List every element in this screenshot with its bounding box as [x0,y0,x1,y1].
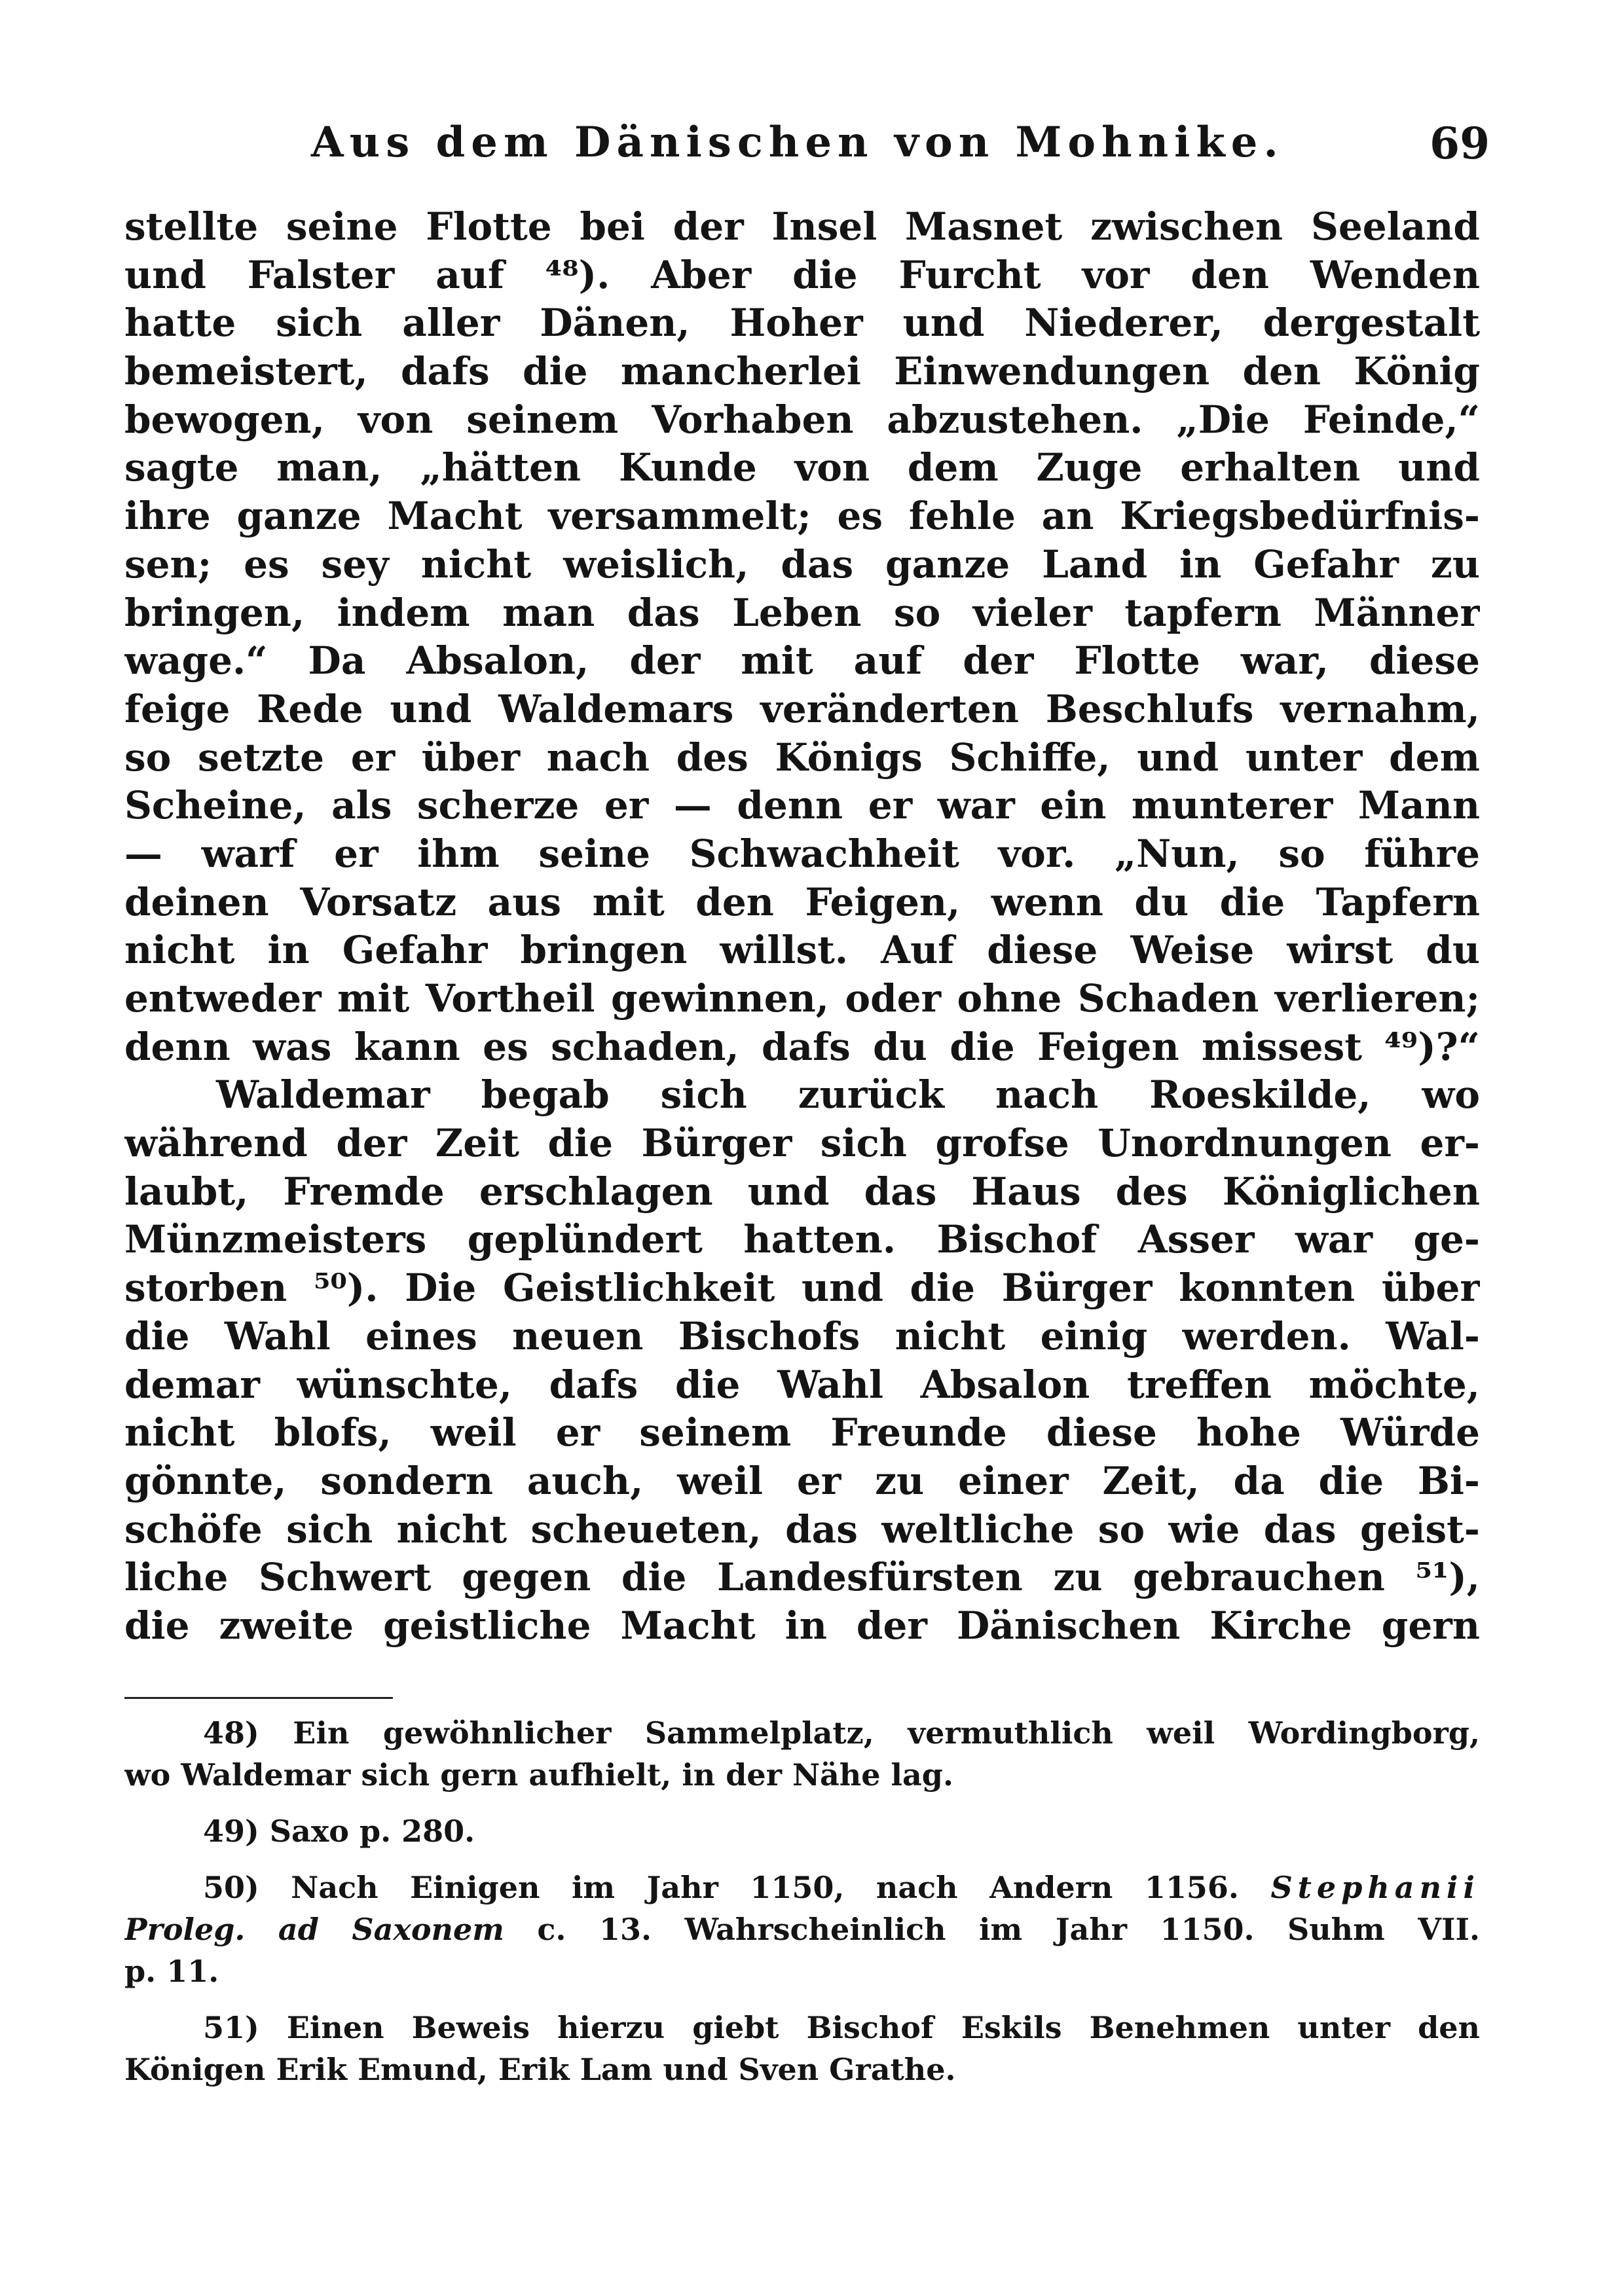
text-line-25: demar wünschte, dafs die Wahl Absalon treffen möchte, [124,1362,1480,1407]
footnote-48-line-2: wo Waldemar sich gern aufhielt, in der Nähe lag. [124,1757,953,1793]
page-number: 69 [1430,118,1490,169]
text-line-14: — warf er ihm seine Schwachheit vor. „Nun, so führe [124,831,1480,876]
text-line-13: Scheine, als scherze er — denn er war ein munterer Mann [124,783,1480,828]
text-line-18: denn was kann es schaden, dafs du die Feigen missest ⁴⁹)?“ [124,1024,1480,1069]
text-line-2: und Falster auf ⁴⁸). Aber die Furcht vor den Wenden [124,252,1480,297]
footnote-50-rest: c. 13. Wahrscheinlich im Jahr 1150. Suhm VII. [537,1912,1480,1947]
text-line-28: schöfe sich nicht scheueten, das weltliche so wie das geist- [124,1506,1480,1552]
text-line-20: während der Zeit die Bürger sich grofse Unordnungen er- [124,1121,1480,1166]
footnotes [124,1712,1480,2090]
text-line-1: stellte seine Flotte bei der Insel Masnet zwischen Seeland [124,204,1480,249]
text-line-6: sagte man, „hätten Kunde von dem Zuge erhalten und [124,445,1480,490]
text-line-12: so setzte er über nach des Königs Schiffe, und unter dem [124,735,1480,780]
text-line-11: feige Rede und Waldemars veränderten Beschlufs vernahm, [124,686,1480,731]
footnote-51-line-2: Königen Erik Emund, Erik Lam und Sven Grathe. [124,2052,956,2087]
footnote-50-proleg: Proleg. ad Saxonem [124,1912,504,1947]
footnote-49: 49) Saxo p. 280. [203,1813,475,1849]
footnote-50-line-2 [124,1908,1480,1950]
footnote-48-line-1: 48) Ein gewöhnlicher Sammelplatz, vermuthlich weil Wordingborg, [203,1715,1480,1751]
page-header [121,118,1490,190]
footnote-50-line-1 [124,1867,1480,1908]
text-line-21: laubt, Fremde erschlagen und das Haus des Königlichen [124,1169,1480,1214]
text-line-26: nicht blofs, weil er seinem Freunde diese hohe Würde [124,1410,1480,1455]
text-line-17: entweder mit Vortheil gewinnen, oder ohne Schaden verlieren; [124,976,1480,1021]
footnote-50-text: 50) Nach Einigen im Jahr 1150, nach Andern 1156. [203,1870,1239,1905]
text-line-30: die zweite geistliche Macht in der Dänischen Kirche gern [124,1603,1480,1648]
text-line-16: nicht in Gefahr bringen willst. Auf diese Weise wirst du [124,928,1480,973]
text-line-4: bemeistert, dafs die mancherlei Einwendungen den König [124,349,1480,394]
footnote-divider [124,1697,393,1699]
text-line-27: gönnte, sondern auch, weil er zu einer Zeit, da die Bi- [124,1458,1480,1503]
footnote-50-stephanii: Stephanii [1270,1870,1480,1905]
text-line-9: bringen, indem man das Leben so vieler tapfern Männer [124,590,1480,635]
body-text [124,203,1480,1650]
text-line-5: bewogen, von seinem Vorhaben abzustehen. „Die Feinde,“ [124,397,1480,442]
text-line-7: ihre ganze Macht versammelt; es fehle an Kriegsbedürfnis- [124,494,1480,539]
text-line-3: hatte sich aller Dänen, Hoher und Niederer, dergestalt [124,301,1480,346]
text-line-19: Waldemar begab sich zurück nach Roeskilde, wo [216,1072,1480,1118]
text-line-29: liche Schwert gegen die Landesfürsten zu gebrauchen ⁵¹), [124,1555,1480,1600]
footnote-50-line-3: p. 11. [124,1954,219,1989]
text-line-15: deinen Vorsatz aus mit den Feigen, wenn du die Tapfern [124,879,1480,924]
text-line-22: Münzmeisters geplündert hatten. Bischof Asser war ge- [124,1217,1480,1262]
text-line-10: wage.“ Da Absalon, der mit auf der Flotte war, diese [124,638,1480,683]
footnote-51-line-1: 51) Einen Beweis hierzu giebt Bischof Eskils Benehmen unter den [203,2010,1480,2045]
text-line-23: storben ⁵⁰). Die Geistlichkeit und die Bürger konnten über [124,1266,1480,1311]
text-line-8: sen; es sey nicht weislich, das ganze Land in Gefahr zu [124,541,1480,587]
text-line-24: die Wahl eines neuen Bischofs nicht einig werden. Wal- [124,1313,1480,1358]
running-title: Aus dem Dänischen von Mohnike. [311,118,1284,167]
